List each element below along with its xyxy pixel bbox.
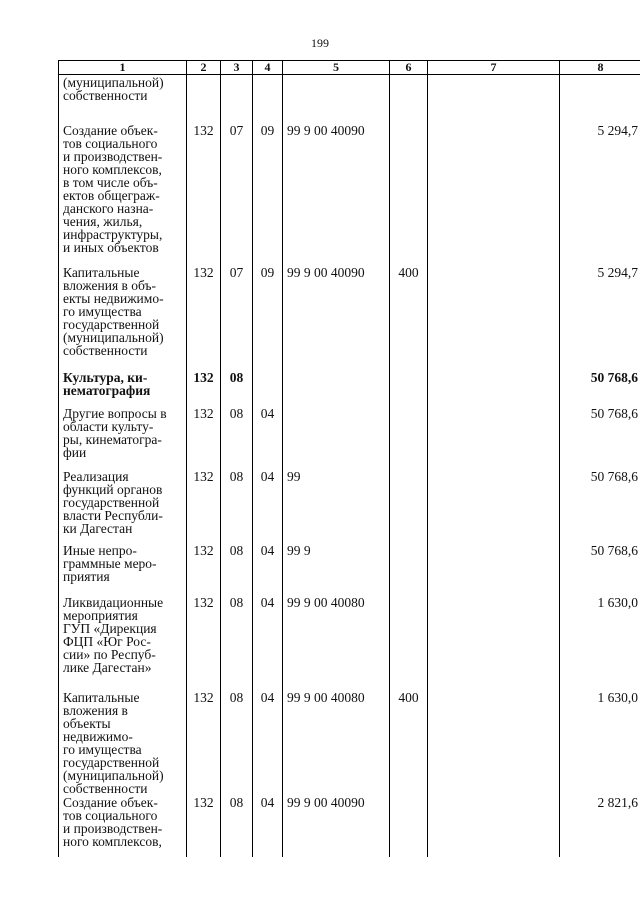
cell-expense-type-text [393,795,424,796]
cell-section [221,123,253,265]
cell-subsection-text: 04 [260,542,275,558]
cell-admin-code [187,370,221,406]
cell-name-text: Культура, ки- нематография [63,369,151,398]
cell-target-item-text [287,370,386,371]
cell-subsection-text: 09 [260,264,275,280]
cell-col-7-text [431,543,556,544]
header-col-6: 6 [390,61,428,75]
cell-col-7-text [431,370,556,371]
cell-name [59,595,187,690]
cell-subsection-text: 04 [260,405,275,421]
page-number: 199 [311,36,329,50]
cell-section [221,795,253,857]
cell-target-item-text: 99 9 00 40090 [287,264,365,280]
cell-section-text [224,75,249,76]
cell-expense-type [390,595,428,690]
cell-col-7 [428,123,560,265]
cell-admin-code-text: 132 [193,794,214,810]
cell-target-item [283,690,390,795]
cell-expense-type [390,690,428,795]
cell-col-7 [428,469,560,543]
table-body [59,75,640,857]
cell-amount [560,265,640,370]
table-row [59,370,640,406]
cell-name [59,406,187,469]
cell-admin-code-text: 132 [193,594,214,610]
cell-amount [560,123,640,265]
cell-col-7 [428,265,560,370]
cell-expense-type [390,795,428,857]
cell-amount-text [563,75,638,76]
cell-admin-code-text: 132 [193,689,214,705]
cell-name-text: Создание объек- тов социального и производствен- ного комплексов, [63,794,163,849]
cell-section [221,469,253,543]
cell-col-7-text [431,75,556,76]
cell-expense-type-text [393,406,424,407]
table-row [59,795,640,857]
cell-admin-code-text: 132 [193,264,214,280]
cell-col-7-text [431,469,556,470]
header-col-1: 1 [59,61,187,75]
cell-section [221,370,253,406]
cell-subsection [253,370,283,406]
cell-section [221,406,253,469]
cell-admin-code-text: 132 [193,122,214,138]
cell-name [59,265,187,370]
cell-amount [560,690,640,795]
cell-target-item [283,265,390,370]
table-row [59,595,640,690]
cell-expense-type [390,123,428,265]
cell-admin-code [187,123,221,265]
cell-section-text: 07 [229,264,244,280]
cell-target-item [283,469,390,543]
cell-amount [560,595,640,690]
cell-section [221,265,253,370]
cell-target-item-text [287,406,386,407]
cell-amount-text: 50 768,6 [590,542,638,558]
cell-amount [560,370,640,406]
cell-amount [560,795,640,857]
cell-name-text: (муниципальной) собственности [63,75,164,103]
cell-admin-code-text: 132 [193,542,214,558]
table-row [59,406,640,469]
cell-section-text: 08 [229,594,244,610]
cell-expense-type-text [393,75,424,76]
cell-subsection [253,469,283,543]
cell-name [59,543,187,595]
cell-target-item-text: 99 9 00 40090 [287,122,365,138]
cell-admin-code [187,543,221,595]
cell-target-item-text: 99 [287,468,301,484]
cell-expense-type [390,370,428,406]
cell-name-text: Реализация функций органов государственной власти Республи- ки Дагестан [63,468,163,536]
cell-expense-type [390,75,428,123]
cell-subsection [253,75,283,123]
cell-expense-type-text: 400 [398,689,419,705]
cell-target-item-text: 99 9 00 40080 [287,594,365,610]
cell-admin-code [187,795,221,857]
cell-section [221,690,253,795]
cell-col-7-text [431,690,556,691]
cell-amount-text: 50 768,6 [590,369,638,385]
cell-col-7 [428,690,560,795]
cell-col-7-text [431,795,556,796]
cell-subsection-text: 04 [260,689,275,705]
table-row [59,265,640,370]
cell-target-item [283,123,390,265]
cell-name-text: Ликвидационные мероприятия ГУП «Дирекция ФЦП «Юг Рос- сии» по Респуб- лике Дагестан» [63,594,164,675]
cell-name [59,75,187,123]
cell-admin-code-text [190,75,217,76]
cell-section [221,75,253,123]
cell-target-item-text [287,75,386,76]
cell-subsection-text: 04 [260,794,275,810]
table-row [59,543,640,595]
cell-name [59,795,187,857]
cell-section [221,595,253,690]
cell-col-7 [428,543,560,595]
cell-name [59,123,187,265]
cell-target-item [283,543,390,595]
cell-section-text: 08 [229,369,244,385]
table-row [59,690,640,795]
cell-name-text: Капитальные вложения в объекты недвижимо- го имущества государственной (муниципальной) собственности [63,689,164,795]
cell-col-7 [428,75,560,123]
cell-target-item [283,795,390,857]
cell-target-item [283,595,390,690]
cell-col-7 [428,406,560,469]
header-row [59,61,640,75]
cell-section-text: 08 [229,405,244,421]
cell-expense-type [390,406,428,469]
cell-subsection [253,123,283,265]
cell-subsection-text: 04 [260,468,275,484]
cell-section-text: 07 [229,122,244,138]
cell-admin-code-text: 132 [193,405,214,421]
cell-name [59,370,187,406]
cell-subsection [253,265,283,370]
cell-target-item [283,406,390,469]
cell-amount-text: 5 294,7 [597,264,638,280]
cell-expense-type [390,469,428,543]
cell-subsection-text: 09 [260,122,275,138]
cell-expense-type-text [393,595,424,596]
header-col-8: 8 [560,61,640,75]
cell-section-text: 08 [229,542,244,558]
cell-admin-code [187,406,221,469]
cell-admin-code-text: 132 [193,468,214,484]
header-col-7: 7 [428,61,560,75]
cell-amount-text: 50 768,6 [590,405,638,421]
cell-amount-text: 2 821,6 [597,794,638,810]
cell-section-text: 08 [229,794,244,810]
header-col-2: 2 [187,61,221,75]
cell-subsection [253,690,283,795]
cell-name-text: Создание объек- тов социального и производствен- ного комплексов, в том числе объ- ектов общеграж- данского назна- чения, жилья, инфраструктуры, и иных объектов [63,122,163,255]
cell-target-item [283,75,390,123]
cell-amount-text: 50 768,6 [590,468,638,484]
header-col-4: 4 [253,61,283,75]
cell-col-7 [428,795,560,857]
cell-expense-type-text [393,543,424,544]
cell-name [59,690,187,795]
cell-subsection [253,795,283,857]
cell-col-7 [428,370,560,406]
cell-name [59,469,187,543]
cell-col-7-text [431,595,556,596]
cell-subsection [253,543,283,595]
cell-amount-text: 1 630,0 [597,689,638,705]
cell-subsection-text [256,370,279,371]
cell-col-7-text [431,123,556,124]
header-col-3: 3 [221,61,253,75]
table-row [59,469,640,543]
cell-expense-type-text [393,123,424,124]
cell-target-item-text: 99 9 00 40080 [287,689,365,705]
cell-col-7-text [431,406,556,407]
cell-amount-text: 5 294,7 [597,122,638,138]
cell-expense-type [390,265,428,370]
cell-section-text: 08 [229,689,244,705]
cell-section-text: 08 [229,468,244,484]
cell-admin-code [187,265,221,370]
cell-amount [560,469,640,543]
cell-expense-type [390,543,428,595]
header-col-5: 5 [283,61,390,75]
cell-subsection [253,595,283,690]
cell-admin-code [187,595,221,690]
cell-expense-type-text [393,469,424,470]
cell-col-7 [428,595,560,690]
cell-expense-type-text: 400 [398,264,419,280]
cell-admin-code [187,75,221,123]
cell-amount [560,75,640,123]
cell-admin-code-text: 132 [193,369,214,385]
cell-amount-text: 1 630,0 [597,594,638,610]
table-row [59,123,640,265]
cell-amount [560,543,640,595]
cell-section [221,543,253,595]
cell-target-item-text: 99 9 00 40090 [287,794,365,810]
cell-target-item [283,370,390,406]
cell-expense-type-text [393,370,424,371]
cell-admin-code [187,690,221,795]
cell-admin-code [187,469,221,543]
cell-subsection-text: 04 [260,594,275,610]
cell-subsection [253,406,283,469]
table-row [59,75,640,123]
cell-name-text: Иные непро- граммные меро- приятия [63,542,157,584]
cell-subsection-text [256,75,279,76]
cell-name-text: Другие вопросы в области культу- ры, кинематогра- фии [63,405,167,460]
budget-table [58,60,640,857]
cell-amount [560,406,640,469]
cell-name-text: Капитальные вложения в объ- екты недвижимо- го имущества государственной (муниципальной) собственности [63,264,164,358]
cell-col-7-text [431,265,556,266]
cell-target-item-text: 99 9 [287,542,311,558]
